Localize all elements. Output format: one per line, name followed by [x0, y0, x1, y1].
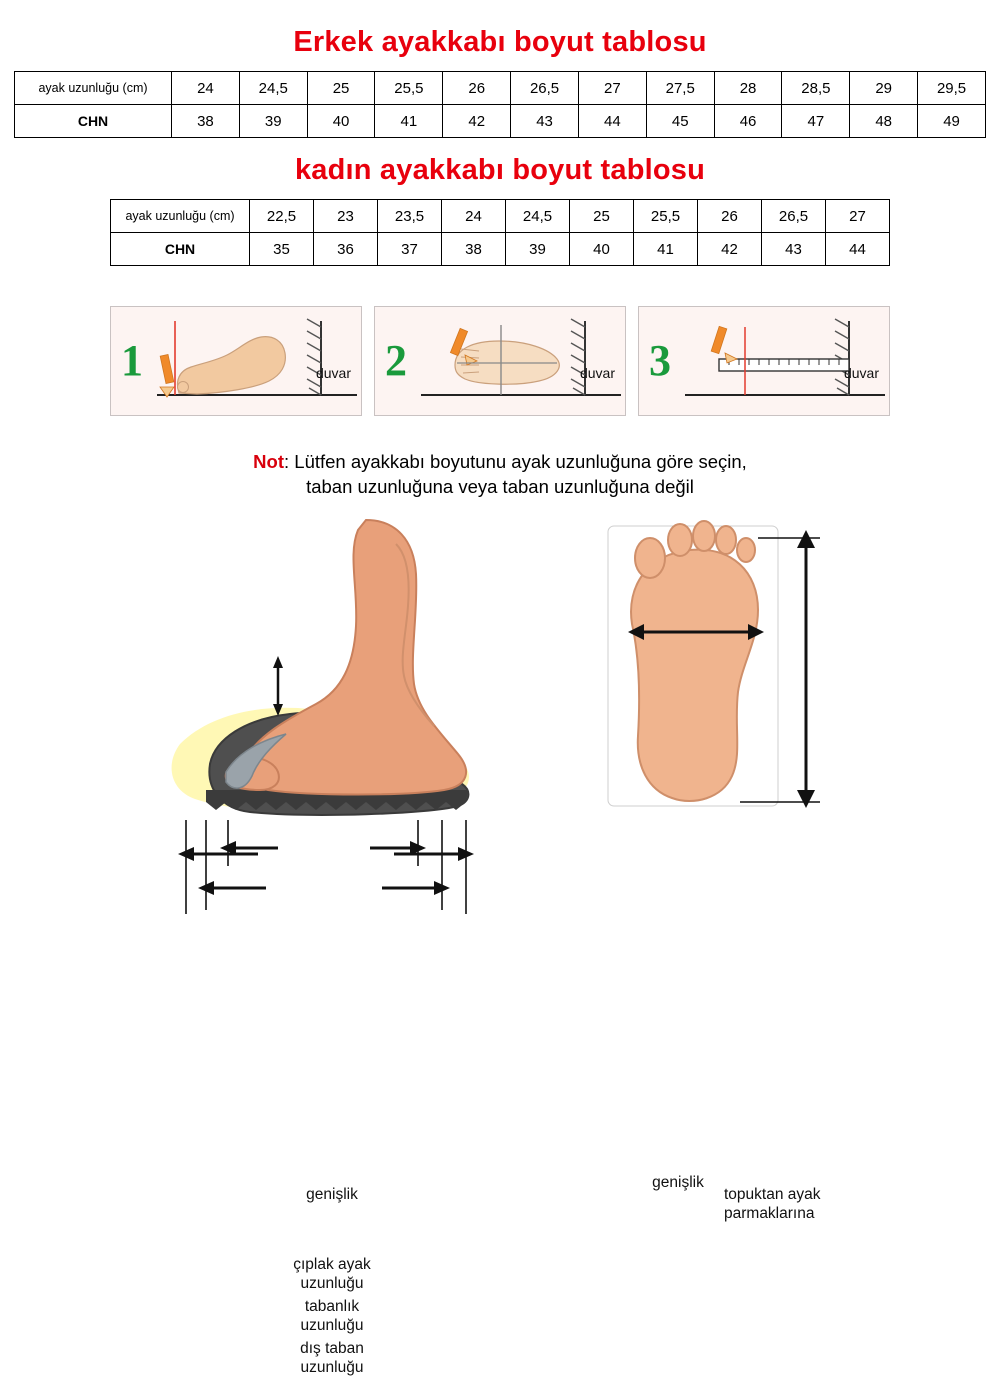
table-cell: 44	[826, 233, 890, 266]
table-cell: 39	[506, 233, 570, 266]
table-cell: 37	[378, 233, 442, 266]
table-cell: 24,5	[506, 200, 570, 233]
table-cell: 25,5	[375, 72, 443, 105]
table-cell: 24	[172, 72, 240, 105]
foot-top-measure-icon	[421, 315, 621, 411]
women-size-table-wrapper	[110, 199, 890, 266]
table-cell: 44	[578, 105, 646, 138]
table-cell: 41	[634, 233, 698, 266]
bare-foot-length-label	[262, 1256, 402, 1293]
measurement-diagram	[0, 514, 1000, 1376]
step-number: 1	[121, 336, 143, 385]
row-header: ayak uzunluğu (cm)	[111, 200, 250, 233]
outsole-length-line1: dış taban	[300, 1339, 364, 1357]
table-cell: 29	[850, 72, 918, 105]
side-view-outsole-dimension	[10, 784, 570, 904]
women-size-table	[110, 199, 890, 266]
wall-label: duvar	[315, 365, 351, 381]
table-cell: 41	[375, 105, 443, 138]
table-cell: 24	[442, 200, 506, 233]
women-size-chart-title: kadın ayakkabı boyut tablosu	[294, 154, 706, 186]
heel-to-toe-label	[724, 1186, 904, 1223]
step-1-illustration	[157, 315, 355, 407]
table-cell: 47	[782, 105, 850, 138]
wall-label: duvar	[843, 365, 879, 381]
step-number: 2	[385, 336, 407, 385]
table-cell: 36	[314, 233, 378, 266]
note-line-1: : Lütfen ayakkabı boyutunu ayak uzunluğuna göre seçin,	[284, 451, 747, 472]
table-cell: 48	[850, 105, 918, 138]
row-header: CHN	[111, 233, 250, 266]
insole-length-label	[262, 1298, 402, 1335]
step-1-panel	[110, 306, 362, 416]
table-cell: 35	[250, 233, 314, 266]
table-cell: 43	[511, 105, 579, 138]
table-cell: 23,5	[378, 200, 442, 233]
outsole-length-line2: uzunluğu	[300, 1358, 364, 1376]
width-label-top: genişlik	[652, 1173, 704, 1191]
outsole-length-label	[262, 1340, 402, 1377]
heel-to-toe-line2: parmaklarına	[724, 1204, 815, 1222]
width-label-side: genişlik	[306, 1185, 358, 1203]
bare-foot-length-line1: çıplak ayak	[293, 1255, 371, 1273]
table-cell: 25,5	[634, 200, 698, 233]
table-cell: 29,5	[918, 72, 986, 105]
table-cell: 42	[443, 105, 511, 138]
heel-to-toe-line1: topuktan ayak	[724, 1185, 821, 1203]
table-cell: 28,5	[782, 72, 850, 105]
table-cell: 40	[570, 233, 634, 266]
note-prefix: Not	[253, 451, 284, 472]
table-cell: 42	[698, 233, 762, 266]
table-cell: 26	[698, 200, 762, 233]
table-cell: 22,5	[250, 200, 314, 233]
top-view-diagram	[590, 514, 990, 894]
ruler-measure-icon	[685, 315, 885, 411]
wall-label: duvar	[579, 365, 615, 381]
step-number: 3	[649, 336, 671, 385]
table-row	[111, 233, 890, 266]
step-2-illustration	[421, 315, 619, 407]
table-cell: 25	[570, 200, 634, 233]
men-size-table-wrapper	[14, 71, 986, 138]
table-cell: 26,5	[511, 72, 579, 105]
table-cell: 39	[239, 105, 307, 138]
table-cell: 46	[714, 105, 782, 138]
bare-foot-length-line2: uzunluğu	[300, 1274, 364, 1292]
table-cell: 49	[918, 105, 986, 138]
table-cell: 26	[443, 72, 511, 105]
insole-length-line1: tabanlık	[304, 1297, 360, 1315]
table-cell: 43	[762, 233, 826, 266]
table-cell: 38	[172, 105, 240, 138]
table-cell: 26,5	[762, 200, 826, 233]
step-3-panel	[638, 306, 890, 416]
table-cell: 28	[714, 72, 782, 105]
table-cell: 23	[314, 200, 378, 233]
note-line-2: taban uzunluğuna veya taban uzunluğuna değil	[306, 475, 694, 497]
men-size-table	[14, 71, 986, 138]
step-2-panel	[374, 306, 626, 416]
row-header: CHN	[15, 105, 172, 138]
table-cell: 27	[578, 72, 646, 105]
table-cell: 45	[646, 105, 714, 138]
row-header: ayak uzunluğu (cm)	[15, 72, 172, 105]
table-cell: 40	[307, 105, 375, 138]
table-cell: 38	[442, 233, 506, 266]
table-cell: 25	[307, 72, 375, 105]
table-row	[111, 200, 890, 233]
note-block	[0, 450, 1000, 500]
table-cell: 27,5	[646, 72, 714, 105]
table-row	[15, 72, 986, 105]
table-row	[15, 105, 986, 138]
foot-side-measure-icon	[157, 315, 357, 411]
table-cell: 27	[826, 200, 890, 233]
table-cell: 24,5	[239, 72, 307, 105]
men-size-chart-title: Erkek ayakkabı boyut tablosu	[293, 26, 707, 58]
measuring-steps	[0, 306, 1000, 416]
step-3-illustration	[685, 315, 883, 407]
insole-length-line2: uzunluğu	[300, 1316, 364, 1334]
